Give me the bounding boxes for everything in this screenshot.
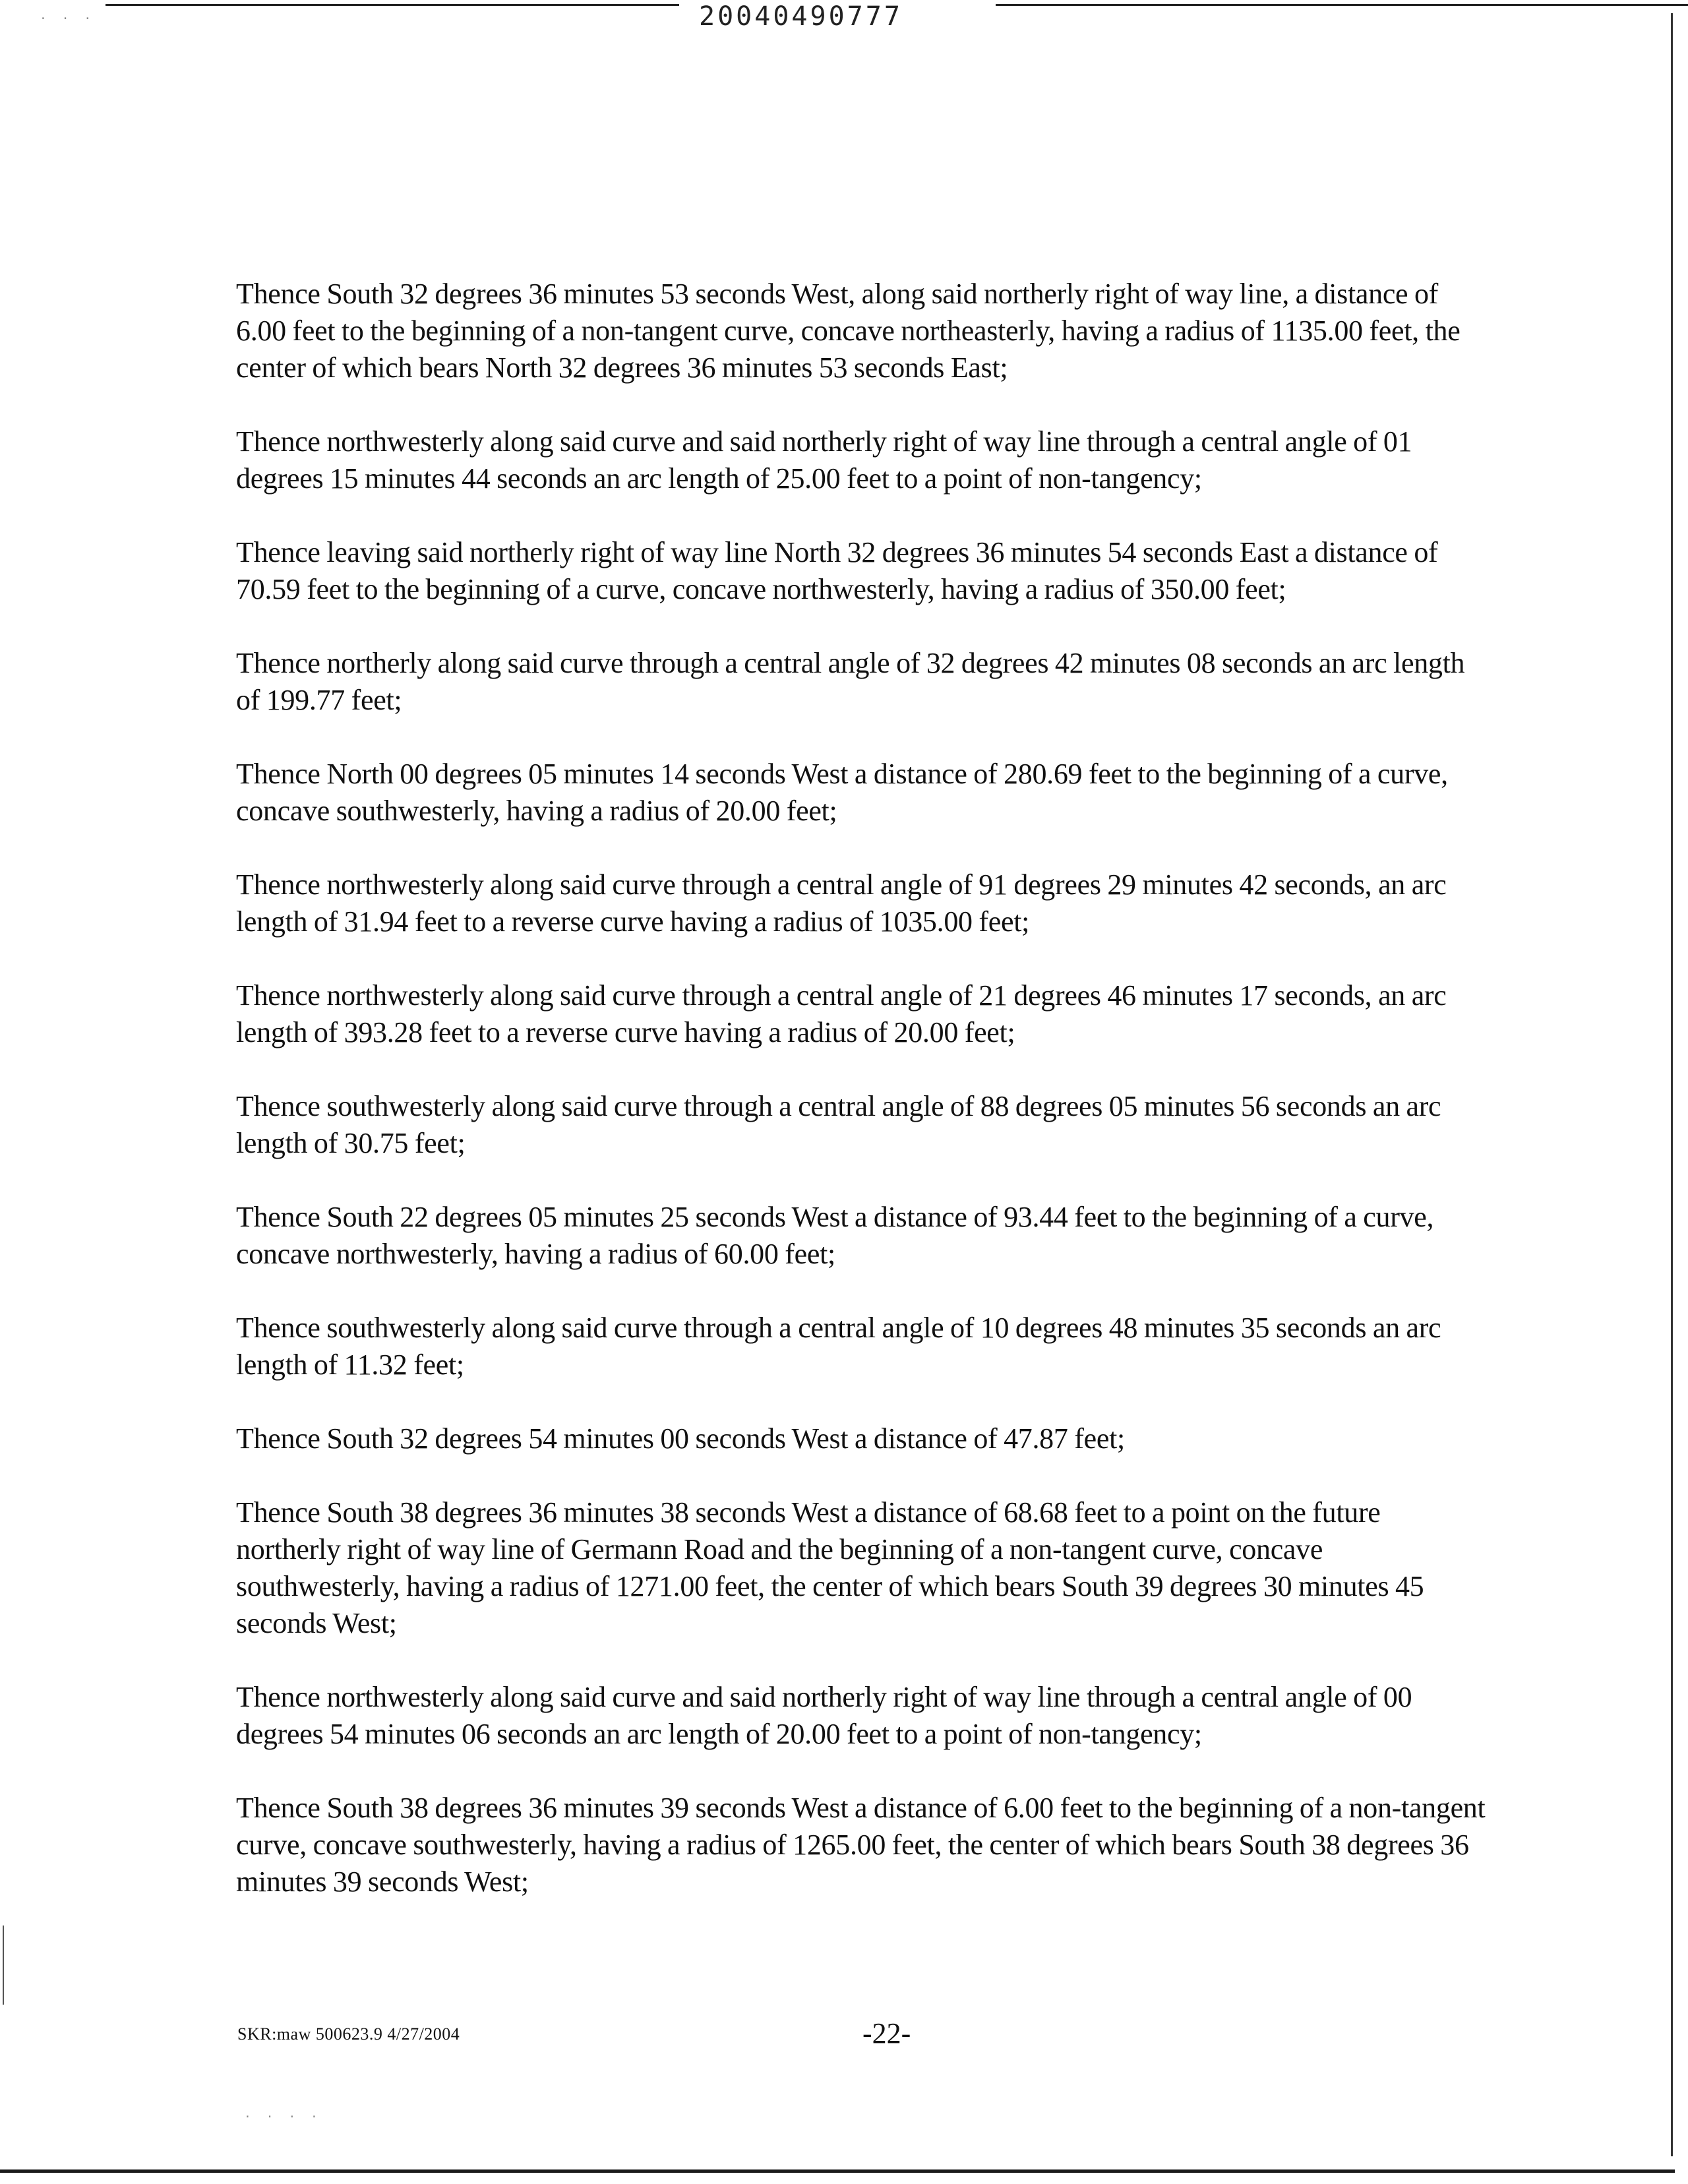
paragraph: Thence South 32 degrees 36 minutes 53 seconds West, along said northerly right of way line, a distance of 6.00 feet to the beginning of a non-tangent curve, concave northeasterly, having a radius of 1135.00 feet, the center of which bears North 32 degrees 36 minutes 53 seconds East; [236, 278, 1461, 384]
scan-speck-top: · · · [40, 12, 96, 26]
paragraph: Thence northwesterly along said curve and said northerly right of way line through a central angle of 01 degrees 15 minutes 44 seconds an arc length of 25.00 feet to a point of non-tangency; [236, 425, 1412, 495]
paragraph: Thence leaving said northerly right of way line North 32 degrees 36 minutes 54 seconds East a distance of 70.59 feet to the beginning of a curve, concave northwesterly, having a radius of 350.00 feet; [236, 536, 1438, 605]
page-number: -22- [862, 2017, 911, 2049]
paragraph: Thence South 38 degrees 36 minutes 38 seconds West a distance of 68.68 feet to a point on the future northerly right of way line of Germann Road and the beginning of a non-tangent curve, concave southwesterly, having a radius of 1271.00 feet, the center of which bears South 39 degrees 30 minutes 45 seconds West; [236, 1496, 1424, 1639]
scan-edge-bottom [0, 2169, 1675, 2173]
document-number: 20040490777 [699, 1, 903, 32]
paragraph: Thence southwesterly along said curve through a central angle of 88 degrees 05 minutes 56 seconds an arc length of 30.75 feet; [236, 1090, 1441, 1159]
paragraph: Thence northwesterly along said curve through a central angle of 21 degrees 46 minutes 17 seconds, an arc length of 393.28 feet to a reverse curve having a radius of 20.00 feet; [236, 979, 1447, 1048]
paragraph: Thence northwesterly along said curve and said northerly right of way line through a central angle of 00 degrees 54 minutes 06 seconds an arc length of 20.00 feet to a point of non-tangency; [236, 1681, 1412, 1750]
paragraph: Thence South 32 degrees 54 minutes 00 seconds West a distance of 47.87 feet; [236, 1422, 1125, 1455]
footer-reference: SKR:maw 500623.9 4/27/2004 [237, 2024, 460, 2044]
scan-edge-top-left [106, 4, 679, 6]
scan-speck-bottom: · · · · [244, 2110, 322, 2124]
paragraph: Thence North 00 degrees 05 minutes 14 seconds West a distance of 280.69 feet to the beginning of a curve, concave southwesterly, having a radius of 20.00 feet; [236, 758, 1448, 827]
paragraph: Thence South 38 degrees 36 minutes 39 seconds West a distance of 6.00 feet to the beginning of a non-tangent curve, concave southwesterly, having a radius of 1265.00 feet, the center of which bears South 38 degrees 36 minutes 39 seconds West; [236, 1792, 1486, 1898]
scan-edge-right [1671, 13, 1673, 2156]
paragraph: Thence southwesterly along said curve through a central angle of 10 degrees 48 minutes 35 seconds an arc length of 11.32 feet; [236, 1312, 1441, 1381]
scan-edge-top-right [996, 4, 1688, 6]
scan-edge-left [3, 1926, 4, 2005]
paragraph: Thence South 22 degrees 05 minutes 25 seconds West a distance of 93.44 feet to the beginning of a curve, concave northwesterly, having a radius of 60.00 feet; [236, 1201, 1434, 1270]
paragraph: Thence northwesterly along said curve through a central angle of 91 degrees 29 minutes 42 seconds, an arc length of 31.94 feet to a reverse curve having a radius of 1035.00 feet; [236, 868, 1447, 938]
paragraph: Thence northerly along said curve through a central angle of 32 degrees 42 minutes 08 seconds an arc length of 199.77 feet; [236, 647, 1465, 716]
legal-description-body [236, 276, 1489, 1937]
